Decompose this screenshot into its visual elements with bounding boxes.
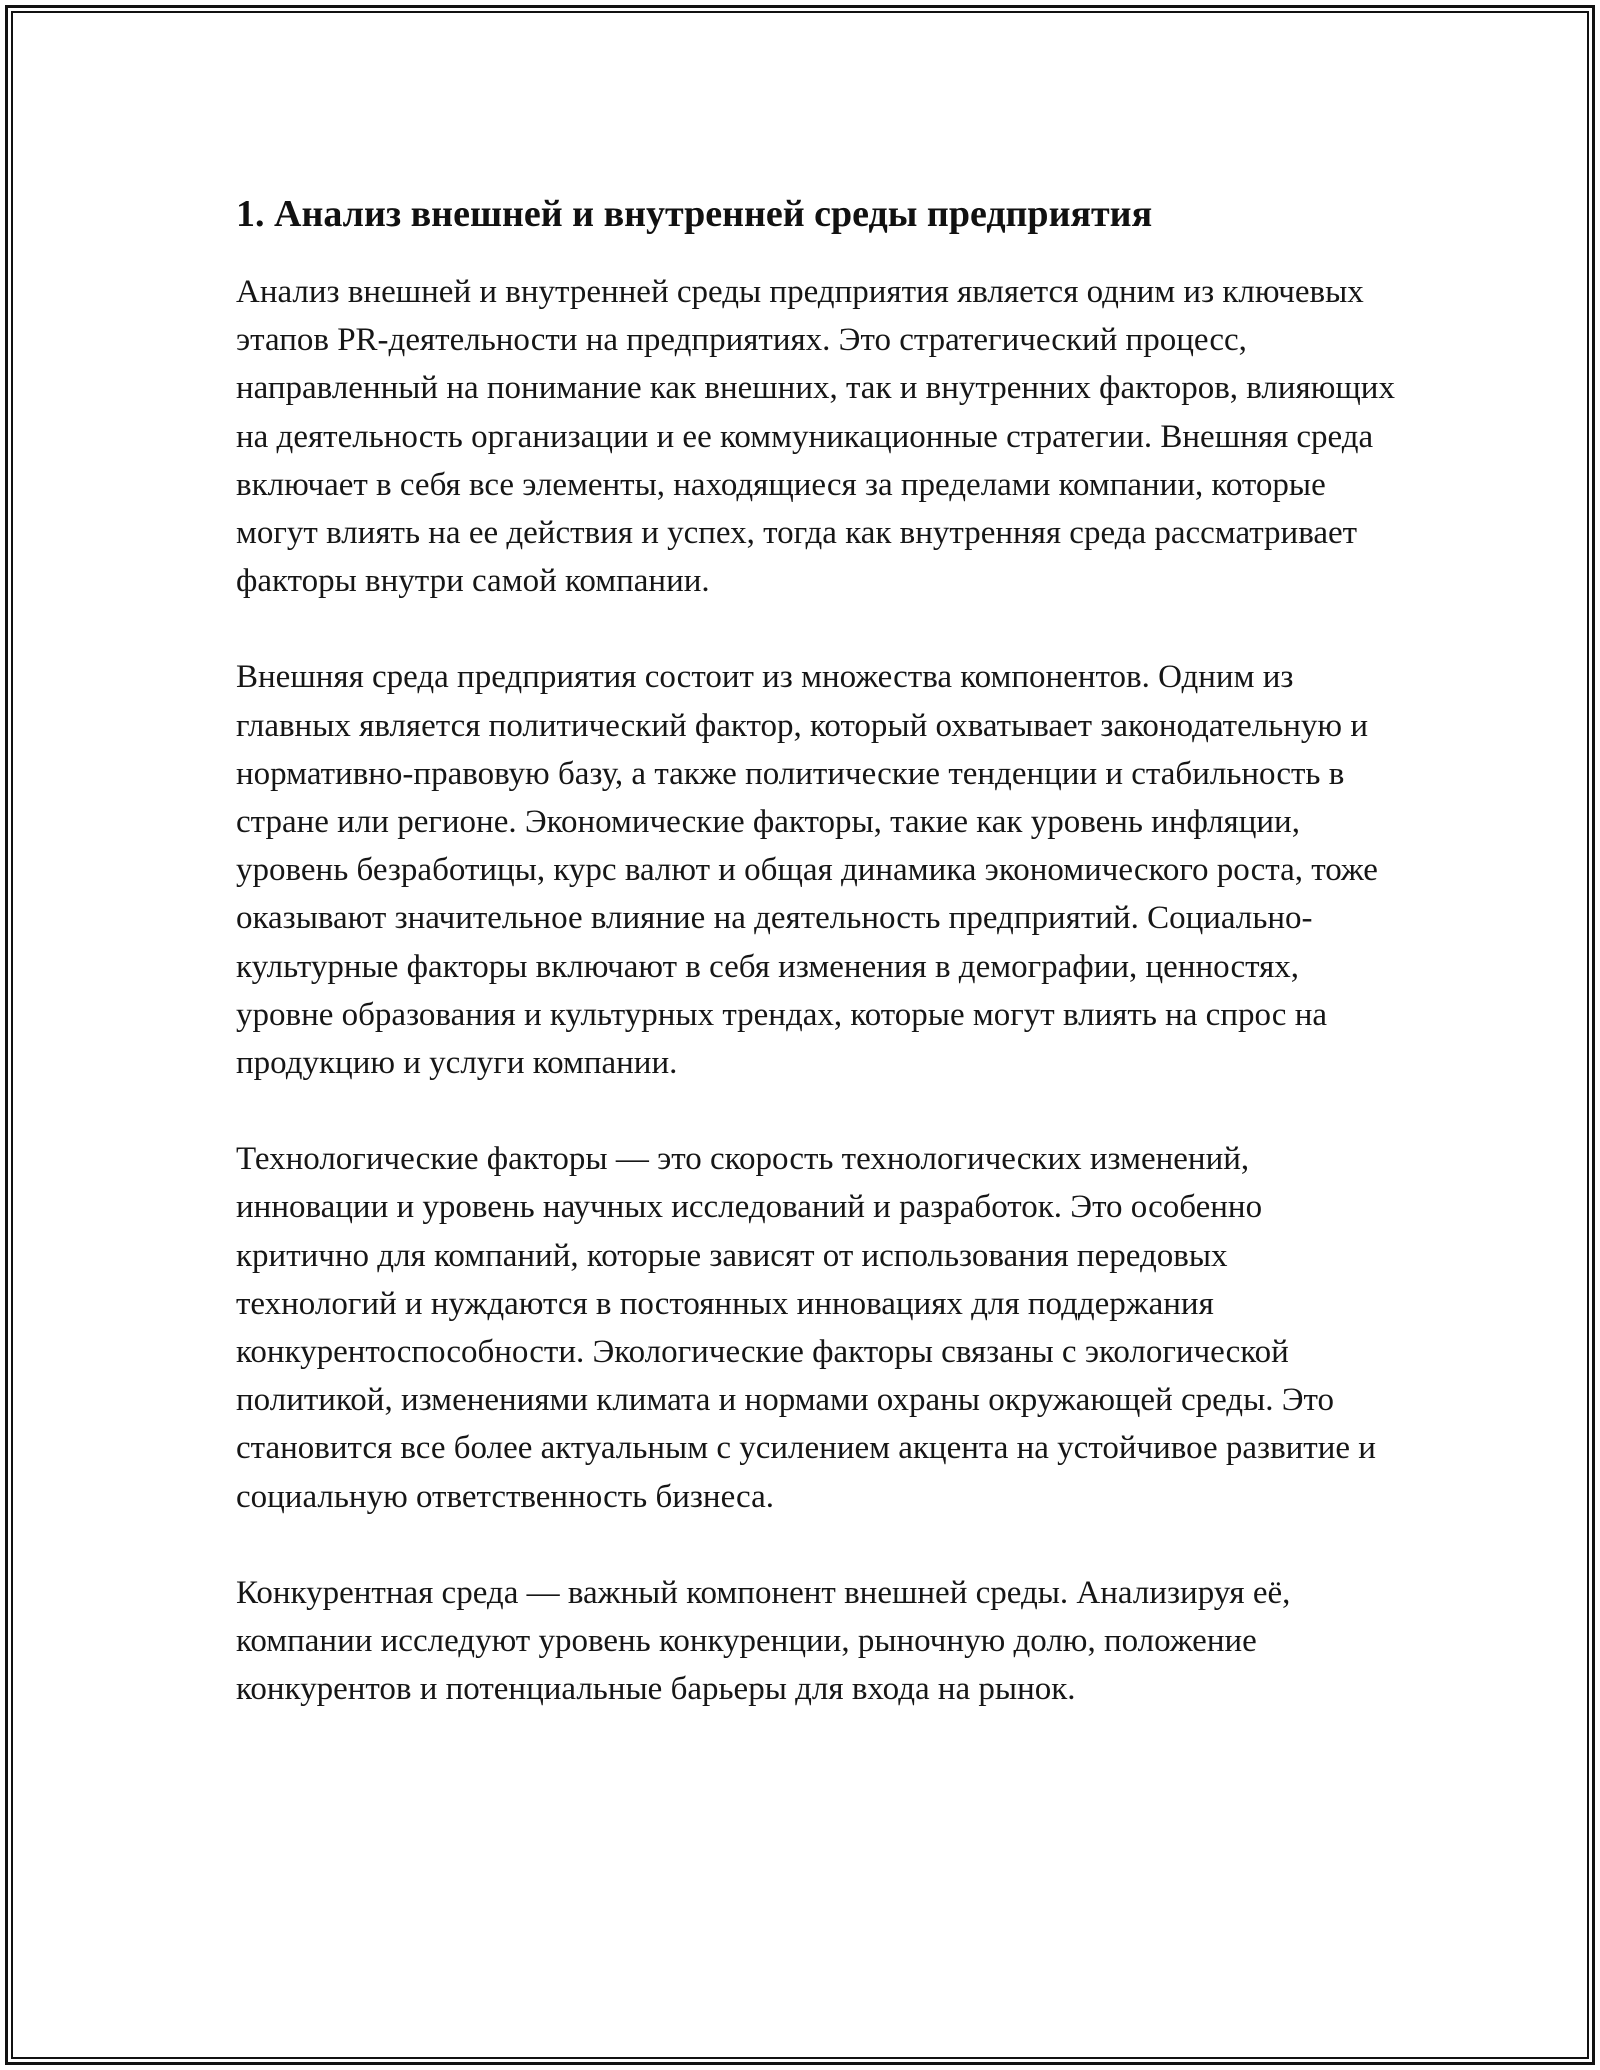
section-title: 1. Анализ внешней и внутренней среды предприятия [236, 193, 1153, 235]
paragraph-external-environment: Внешняя среда предприятия состоит из множества компонентов. Одним из главных является политический фактор, который охватывает законодательную и нормативно-правовую базу, а также политические тенденции и стабильность в стране или регионе. Экономические факторы, такие как уровень инфляции, уровень безработицы, курс валют и общая динамика экономического роста, тоже оказывают значительное влияние на деятельность предприятий. Социально-культурные факторы включают в себя изменения в демографии, ценностях, уровне образования и культурных трендах, которые могут влиять на спрос на продукцию и услуги компании. [236, 659, 1378, 1082]
paragraph-competitive-environment: Конкурентная среда — важный компонент внешней среды. Анализируя её, компании исследуют уровень конкуренции, рыночную долю, положение конкурентов и потенциальные барьеры для входа на рынок. [236, 1574, 1291, 1708]
paragraph-intro: Анализ внешней и внутренней среды предприятия является одним из ключевых этапов PR-деятельности на предприятиях. Это стратегический процесс, направленный на понимание как внешних, так и внутренних факторов, влияющих на деятельность организации и ее коммуникационные стратегии. Внешняя среда включает в себя все элементы, находящиеся за пределами компании, которые могут влиять на ее действия и успех, тогда как внутренняя среда рассматривает факторы внутри самой компании. [236, 274, 1395, 600]
document-body [236, 186, 1396, 1761]
paragraph-technological-factors: Технологические факторы — это скорость технологических изменений, инновации и уровень научных исследований и разработок. Это особенно критично для компаний, которые зависят от использования передовых технологий и нуждаются в постоянных инновациях для поддержания конкурентоспособности. Экологические факторы связаны с экологической политикой, изменениями климата и нормами охраны окружающей среды. Это становится все более актуальным с усилением акцента на устойчивое развитие и социальную ответственность бизнеса. [236, 1141, 1376, 1515]
